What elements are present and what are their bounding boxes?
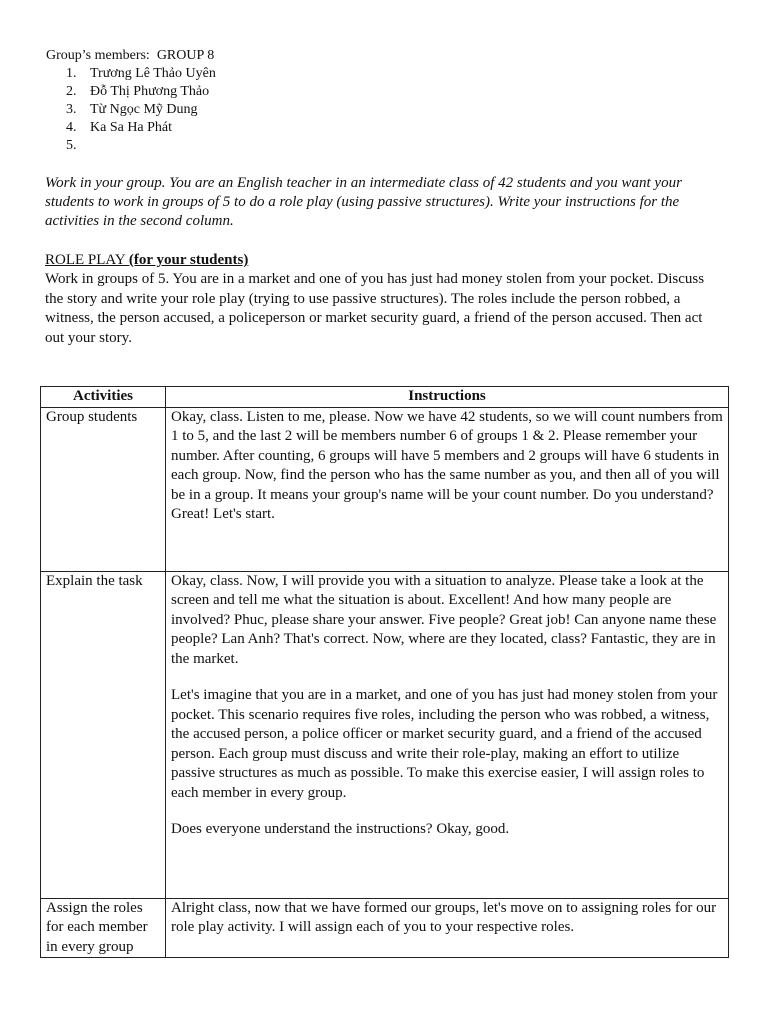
table-row (41, 898, 729, 958)
instruction-paragraph: Does everyone understand the instructions? Okay, good. (171, 821, 510, 837)
member-item (46, 65, 216, 83)
member-name: Trương Lê Thảo Uyên (90, 66, 216, 81)
activity-table (40, 386, 729, 958)
table-row (41, 571, 729, 898)
instruction-paragraph: Alright class, now that we have formed our groups, let's move on to assigning roles for our role play activity. I will assign each of you to your respective roles. (171, 899, 717, 935)
member-item (46, 137, 216, 155)
activity-cell: Assign the roles for each member in every group (41, 898, 166, 958)
member-item (46, 101, 216, 119)
table-row (41, 407, 729, 571)
roleplay-heading-bold: (for your students) (128, 252, 249, 268)
member-item (46, 83, 216, 101)
roleplay-heading (45, 251, 248, 270)
member-number: 1. (66, 66, 77, 81)
member-number: 3. (66, 102, 77, 117)
member-item (46, 119, 216, 137)
instruction-paragraph: Let's imagine that you are in a market, and one of you has just had money stolen from your pocket. This scenario requires five roles, including the person who was robbed, a witness, the accused person, a police officer or market security guard, and a friend of the accused person. Each group must discuss and write their role-play, making an effort to utilize passive structures as much as possible. To make this exercise easier, I will assign roles to each member in every group. (171, 687, 718, 801)
instruction-paragraph: Okay, class. Now, I will provide you with a situation to analyze. Please take a look at the screen and tell me what the situation is about. Excellent! And how many people are involved? Phuc, please share your answer. Five people? Great job! Can anyone name these people? Lan Anh? That's correct. Now, where are they located, class? Fantastic, they are in the market. (171, 572, 717, 667)
header-activities: Activities (41, 387, 166, 408)
member-name: Từ Ngọc Mỹ Dung (90, 102, 198, 117)
activity-cell: Group students (41, 407, 166, 571)
header-instructions: Instructions (166, 387, 729, 408)
member-number: 4. (66, 120, 77, 135)
members-list (46, 65, 216, 155)
member-number: 5. (66, 138, 77, 153)
member-name: Đỗ Thị Phương Thảo (90, 84, 210, 99)
member-name: Ka Sa Ha Phát (90, 120, 173, 135)
instructions-cell (166, 571, 729, 898)
member-number: 2. (66, 84, 77, 99)
instruction-paragraph: Okay, class. Listen to me, please. Now we have 42 students, so we will count numbers from 1 to 5, and the last 2 will be members number 6 of groups 1 & 2. Please remember your number. After counting, 6 groups will have 5 members and 2 groups will have 6 students in each group. Now, find the person who has the same number as you, and then all of you will be in a group. It means your group's name will be your count number. Do you understand? Great! Let's start. (171, 408, 723, 522)
roleplay-heading-plain: ROLE PLAY (45, 252, 129, 268)
members-heading: Group’s members: GROUP 8 (46, 48, 215, 63)
table-header-row (41, 387, 729, 408)
task-intro: Work in your group. You are an English teacher in an intermediate class of 42 students and you want your students to work in groups of 5 to do a role play (using passive structures). Write your instructions for the activities in the second column. (45, 175, 682, 229)
activity-cell: Explain the task (41, 571, 166, 898)
instructions-cell (166, 407, 729, 571)
roleplay-body: Work in groups of 5. You are in a market and one of you has just had money stolen from your pocket. Discuss the story and write your role play (trying to use passive structures). The roles include the person robbed, a witness, the person accused, a policeperson or market security guard, a friend of the person accused. Then act out your story. (45, 271, 705, 346)
instructions-cell (166, 898, 729, 958)
